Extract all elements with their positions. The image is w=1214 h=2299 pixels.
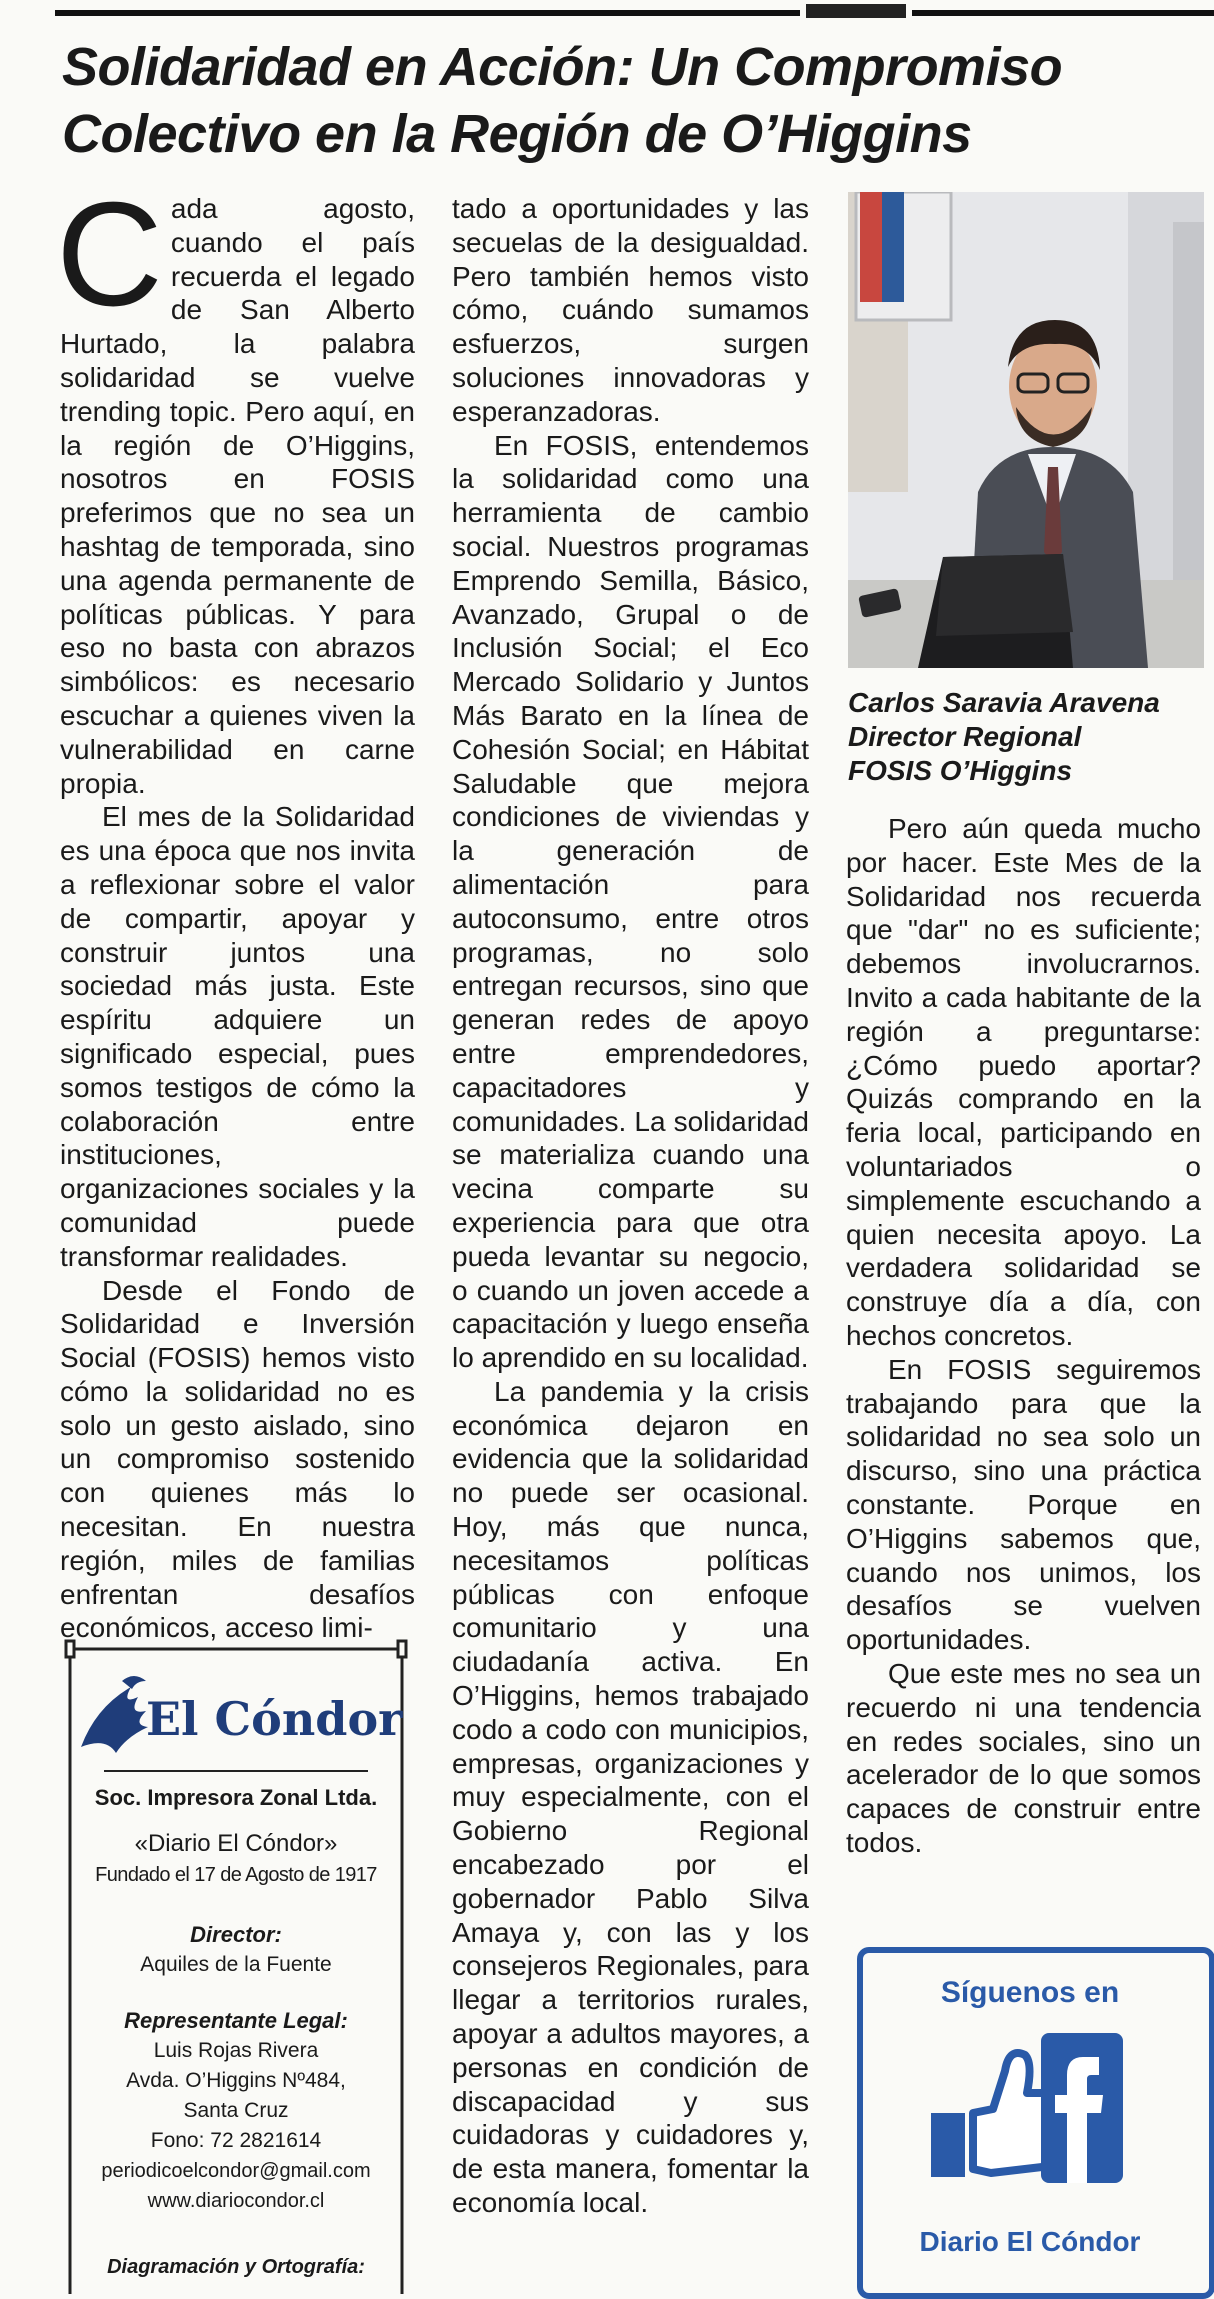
- masthead-legal-label: Representante Legal:: [124, 2008, 348, 2033]
- masthead-layout-label: Diagramación y Ortografía:: [107, 2256, 365, 2278]
- photo-caption: [848, 686, 1208, 787]
- masthead-founded: Fundado el 17 de Agosto de 1917: [95, 1864, 377, 1886]
- masthead-director-label: Director:: [190, 1922, 282, 1947]
- article-paragraph: tado a oportunidades y las secuelas de la desigualdad. Pero también hemos visto cómo, cuándo sumamos esfuerzos, surgen soluciones innovadoras y esperanzadoras.: [452, 193, 809, 427]
- condor-logo-icon: [76, 1667, 156, 1757]
- masthead-company: Soc. Impresora Zonal Ltda.: [94, 1785, 378, 1810]
- article-paragraph: Pero aún queda mucho por hacer. Este Mes de la Solidaridad nos recuerda que "dar" no es suficiente; debemos involucrarnos. Invito a cada habitante de la región a preguntarse: ¿Cómo puedo aportar? Quizás comprando en la feria local, participando en voluntariados o simplemente escuchando a quien necesita apoyo. La verdadera solidaridad se construye día a día, con hechos concretos.: [846, 813, 1201, 1351]
- masthead-logo-text: El Cóndor: [146, 1692, 403, 1746]
- paragraph-text: ada agosto, cuando el país recuerda el legado de San Alberto Hurtado, la palabra solidaridad se vuelve trending topic. Pero aquí, en la región de O’Higgins, nosotros en FOSIS preferimos que no sea un hashtag de temporada, sino una agenda permanente de políticas públicas. Y para eso no basta con abrazos simbólicos: es necesario escuchar a quienes viven la vulnerabilidad en carne propia.: [60, 193, 415, 799]
- masthead-phone: Fono: 72 2821614: [150, 2129, 322, 2152]
- article-column-2: [452, 192, 809, 2220]
- article-paragraph: Que este mes no sea un recuerdo ni una tendencia en redes sociales, sino un acelerador de lo que somos capaces de construir entre todos.: [846, 1657, 1201, 1858]
- facebook-heading: Síguenos en: [940, 1976, 1120, 2009]
- facebook-like-icon: [931, 2033, 1131, 2193]
- facebook-follow-box[interactable]: [857, 1947, 1214, 2299]
- article-headline: Solidaridad en Acción: Un Compromiso Colectivo en la Región de O’Higgins: [62, 37, 1063, 164]
- author-photo: [848, 192, 1204, 668]
- qr-marker-icon: [806, 4, 906, 18]
- masthead-paper: «Diario El Cóndor»: [134, 1830, 338, 1857]
- article-column-1: [56, 172, 415, 1645]
- article-paragraph: En FOSIS seguiremos trabajando para que la solidaridad no sea solo un discurso, sino una práctica constante. Porque en O’Higgins sabemos que, cuando nos unimos, los desafíos se vuelven oportunidades.: [846, 1353, 1201, 1656]
- article-paragraph: En FOSIS, entendemos la solidaridad como una herramienta de cambio social. Nuestros programas Emprendo Semilla, Básico, Avanzado, Grupal o de Inclusión Social; el Eco Mercado Solidario y Juntos Más Barato en la línea de Cohesión Social; en Hábitat Saludable que mejora condiciones de viviendas y la generación de alimentación para autoconsumo, entre otros programas, no solo entregan recursos, sino que generan redes de apoyo entre emprendedores, capacitadores y comunidades. La solidaridad se materializa cuando una vecina comparte su experiencia para que otra pueda levantar su negocio, o cuando un joven accede a capacitación y luego enseña lo aprendido en su localidad.: [452, 429, 809, 1374]
- masthead-address-1: Avda. O’Higgins Nº484,: [126, 2069, 346, 2092]
- top-rule: [55, 10, 1214, 16]
- masthead-website[interactable]: www.diariocondor.cl: [147, 2190, 325, 2212]
- caption-role: Director Regional: [848, 720, 1082, 752]
- article-paragraph: [56, 172, 415, 800]
- article-column-3: [846, 812, 1201, 1860]
- article-paragraph: Desde el Fondo de Solidaridad e Inversión Social (FOSIS) hemos visto cómo la solidaridad no es solo un gesto aislado, sino un compromiso sostenido con quienes más lo necesitan. En nuestra región, miles de familias enfrentan desafíos económicos, acceso limi-: [60, 1274, 415, 1644]
- masthead-address-2: Santa Cruz: [183, 2099, 289, 2122]
- drop-cap: C: [56, 172, 163, 337]
- masthead-box: [64, 1633, 408, 2294]
- masthead-legal-name: Luis Rojas Rivera: [153, 2039, 319, 2062]
- masthead-director-name: Aquiles de la Fuente: [140, 1953, 332, 1976]
- author-photo-illustration: [848, 192, 1204, 668]
- article-paragraph: La pandemia y la crisis económica dejaron en evidencia que la solidaridad no puede ser ocasional. Hoy, más que nunca, necesitamos políticas públicas con enfoque comunitario y una ciudadanía activa. En O’Higgins, hemos trabajado codo a codo con municipios, empresas, organizaciones y muy especialmente, con el Gobierno Regional encabezado por el gobernador Pablo Silva Amaya y, con las y los consejeros Regionales, para llegar a territorios rurales, apoyar a adultos mayores, a personas en condición de discapacidad y sus cuidadoras y cuidadores y, de esta manera, fomentar la economía local.: [452, 1375, 809, 2219]
- masthead-email[interactable]: periodicoelcondor@gmail.com: [101, 2160, 371, 2182]
- caption-name: Carlos Saravia Aravena: [848, 687, 1160, 718]
- article-paragraph: El mes de la Solidaridad es una época que nos invita a reflexionar sobre el valor de compartir, apoyar y construir juntos una sociedad más justa. Este espíritu adquiere un significado especial, pues somos testigos de cómo la colaboración entre instituciones, organizaciones sociales y la comunidad puede transformar realidades.: [60, 801, 415, 1272]
- facebook-page-name: Diario El Cóndor: [919, 2226, 1141, 2257]
- caption-org: FOSIS O’Higgins: [848, 754, 1073, 786]
